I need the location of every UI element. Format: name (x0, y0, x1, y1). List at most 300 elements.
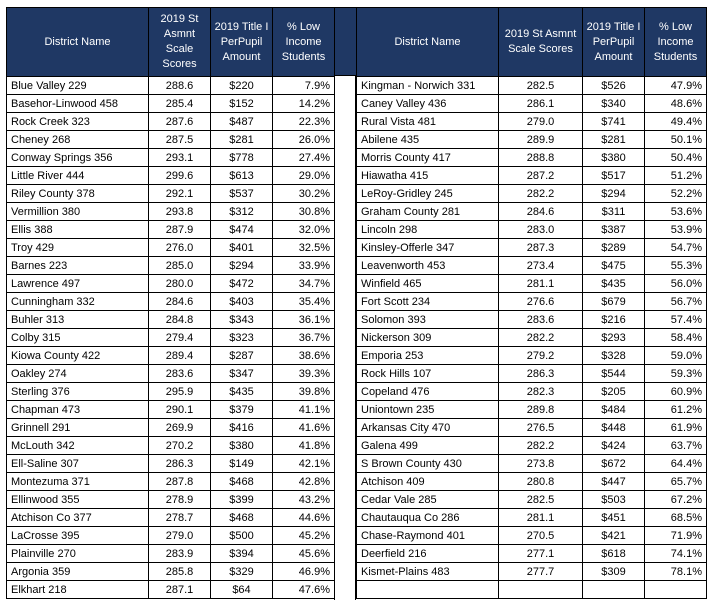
title-i-amount-cell: $311 (583, 203, 645, 221)
low-income-pct-cell: 32.0% (273, 221, 335, 239)
title-i-amount-cell: $289 (583, 239, 645, 257)
district-table-right (356, 7, 707, 599)
scale-score-cell: 273.8 (499, 455, 583, 473)
district-name-cell: Grinnell 291 (7, 419, 149, 437)
district-name-cell: Ellinwood 355 (7, 491, 149, 509)
scale-score-cell: 289.8 (499, 401, 583, 419)
title-i-amount-cell: $435 (583, 275, 645, 293)
low-income-pct-cell: 43.2% (273, 491, 335, 509)
scale-score-cell: 285.8 (149, 563, 211, 581)
district-name-cell: Atchison Co 377 (7, 509, 149, 527)
title-i-amount-cell: $216 (583, 311, 645, 329)
scale-score-cell: 276.0 (149, 239, 211, 257)
table-row (7, 491, 335, 509)
scale-score-cell: 276.5 (499, 419, 583, 437)
district-name-cell: Kinsley-Offerle 347 (357, 239, 499, 257)
low-income-pct-cell: 50.4% (645, 149, 707, 167)
low-income-pct-cell: 36.1% (273, 311, 335, 329)
scale-score-cell: 286.1 (499, 95, 583, 113)
scale-score-cell: 283.6 (149, 365, 211, 383)
table-separator (334, 76, 356, 600)
district-name-cell: Lawrence 497 (7, 275, 149, 293)
low-income-pct-cell: 32.5% (273, 239, 335, 257)
table-row (357, 473, 707, 491)
title-i-amount-cell: $343 (211, 311, 273, 329)
low-income-pct-cell: 56.7% (645, 293, 707, 311)
title-i-amount-cell: $149 (211, 455, 273, 473)
low-income-pct-cell: 65.7% (645, 473, 707, 491)
district-name-cell: Plainville 270 (7, 545, 149, 563)
title-i-amount-cell: $416 (211, 419, 273, 437)
district-name-cell: Winfield 465 (357, 275, 499, 293)
table-row (7, 77, 335, 95)
title-i-amount-cell: $309 (583, 563, 645, 581)
low-income-pct-cell: 50.1% (645, 131, 707, 149)
low-income-pct-cell: 30.8% (273, 203, 335, 221)
column-header-low-income: % Low Income Students (645, 8, 707, 77)
district-name-cell: Basehor-Linwood 458 (7, 95, 149, 113)
scale-score-cell: 282.5 (499, 491, 583, 509)
table-row (7, 293, 335, 311)
low-income-pct-cell: 55.3% (645, 257, 707, 275)
district-name-cell: Kiowa County 422 (7, 347, 149, 365)
title-i-amount-cell: $281 (583, 131, 645, 149)
table-row (7, 527, 335, 545)
table-row (357, 527, 707, 545)
table-row (7, 257, 335, 275)
low-income-pct-cell: 59.0% (645, 347, 707, 365)
title-i-amount-cell: $487 (211, 113, 273, 131)
district-name-cell: Leavenworth 453 (357, 257, 499, 275)
district-name-cell: Hiawatha 415 (357, 167, 499, 185)
district-name-cell: Cedar Vale 285 (357, 491, 499, 509)
column-header-low-income: % Low Income Students (273, 8, 335, 77)
scale-score-cell: 285.4 (149, 95, 211, 113)
title-i-amount-cell: $613 (211, 167, 273, 185)
title-i-amount-cell: $205 (583, 383, 645, 401)
column-header-district-name: District Name (357, 8, 499, 77)
district-name-cell: Emporia 253 (357, 347, 499, 365)
district-name-cell: Buhler 313 (7, 311, 149, 329)
district-name-cell: McLouth 342 (7, 437, 149, 455)
table-row (7, 131, 335, 149)
title-i-amount-cell: $679 (583, 293, 645, 311)
district-name-cell: Montezuma 371 (7, 473, 149, 491)
title-i-amount-cell: $312 (211, 203, 273, 221)
low-income-pct-cell: 27.4% (273, 149, 335, 167)
scale-score-cell: 278.9 (149, 491, 211, 509)
district-name-cell: Deerfield 216 (357, 545, 499, 563)
low-income-pct-cell: 42.8% (273, 473, 335, 491)
low-income-pct-cell: 56.0% (645, 275, 707, 293)
low-income-pct-cell: 63.7% (645, 437, 707, 455)
table-row (7, 239, 335, 257)
title-i-amount-cell: $544 (583, 365, 645, 383)
district-name-cell: Little River 444 (7, 167, 149, 185)
title-i-amount-cell: $672 (583, 455, 645, 473)
table-row (7, 185, 335, 203)
scale-score-cell: 278.7 (149, 509, 211, 527)
table-row (7, 275, 335, 293)
title-i-amount-cell: $328 (583, 347, 645, 365)
low-income-pct-cell (645, 581, 707, 599)
scale-score-cell: 299.6 (149, 167, 211, 185)
low-income-pct-cell: 34.7% (273, 275, 335, 293)
title-i-amount-cell: $503 (583, 491, 645, 509)
table-row (357, 563, 707, 581)
low-income-pct-cell: 60.9% (645, 383, 707, 401)
title-i-amount-cell: $468 (211, 509, 273, 527)
title-i-amount-cell: $294 (583, 185, 645, 203)
low-income-pct-cell: 48.6% (645, 95, 707, 113)
table-row (357, 437, 707, 455)
district-name-cell: Kingman - Norwich 331 (357, 77, 499, 95)
table-row (357, 509, 707, 527)
low-income-pct-cell: 53.6% (645, 203, 707, 221)
low-income-pct-cell: 41.1% (273, 401, 335, 419)
title-i-amount-cell: $778 (211, 149, 273, 167)
district-name-cell: Nickerson 309 (357, 329, 499, 347)
district-name-cell (357, 581, 499, 599)
title-i-amount-cell (583, 581, 645, 599)
low-income-pct-cell: 26.0% (273, 131, 335, 149)
district-name-cell: Conway Springs 356 (7, 149, 149, 167)
table-row (357, 383, 707, 401)
table-row (357, 329, 707, 347)
table-row (357, 257, 707, 275)
table-row (357, 581, 707, 599)
title-i-amount-cell: $323 (211, 329, 273, 347)
district-name-cell: Rock Creek 323 (7, 113, 149, 131)
table-row (7, 203, 335, 221)
district-name-cell: Cunningham 332 (7, 293, 149, 311)
district-name-cell: Chautauqua Co 286 (357, 509, 499, 527)
district-name-cell: Kismet-Plains 483 (357, 563, 499, 581)
low-income-pct-cell: 41.6% (273, 419, 335, 437)
scale-score-cell: 285.0 (149, 257, 211, 275)
scale-score-cell: 282.2 (499, 185, 583, 203)
title-i-amount-cell: $294 (211, 257, 273, 275)
district-name-cell: Fort Scott 234 (357, 293, 499, 311)
scale-score-cell: 288.6 (149, 77, 211, 95)
scale-score-cell: 282.2 (499, 329, 583, 347)
table-row (7, 113, 335, 131)
low-income-pct-cell: 33.9% (273, 257, 335, 275)
scale-score-cell: 287.6 (149, 113, 211, 131)
scale-score-cell: 295.9 (149, 383, 211, 401)
scale-score-cell: 279.2 (499, 347, 583, 365)
district-name-cell: Solomon 393 (357, 311, 499, 329)
scale-score-cell: 289.9 (499, 131, 583, 149)
scale-score-cell: 293.8 (149, 203, 211, 221)
scale-score-cell: 276.6 (499, 293, 583, 311)
table-row (7, 401, 335, 419)
scale-score-cell: 286.3 (499, 365, 583, 383)
table-row (7, 545, 335, 563)
district-name-cell: Graham County 281 (357, 203, 499, 221)
table-row (357, 77, 707, 95)
title-i-amount-cell: $741 (583, 113, 645, 131)
district-name-cell: Argonia 359 (7, 563, 149, 581)
district-name-cell: Sterling 376 (7, 383, 149, 401)
scale-score-cell: 269.9 (149, 419, 211, 437)
table-row (7, 95, 335, 113)
low-income-pct-cell: 41.8% (273, 437, 335, 455)
scale-score-cell: 287.3 (499, 239, 583, 257)
district-name-cell: Lincoln 298 (357, 221, 499, 239)
low-income-pct-cell: 64.4% (645, 455, 707, 473)
scale-score-cell (499, 581, 583, 599)
district-name-cell: Cheney 268 (7, 131, 149, 149)
low-income-pct-cell: 53.9% (645, 221, 707, 239)
column-header-title-i-amount: 2019 Title I PerPupil Amount (583, 8, 645, 77)
scale-score-cell: 289.4 (149, 347, 211, 365)
title-i-amount-cell: $424 (583, 437, 645, 455)
scale-score-cell: 270.5 (499, 527, 583, 545)
scale-score-cell: 282.3 (499, 383, 583, 401)
table-row (357, 401, 707, 419)
table-row (7, 419, 335, 437)
table-row (357, 311, 707, 329)
table-row (357, 185, 707, 203)
table-separator-header (334, 7, 356, 76)
title-i-amount-cell: $500 (211, 527, 273, 545)
district-name-cell: Galena 499 (357, 437, 499, 455)
table-body (357, 77, 707, 599)
low-income-pct-cell: 51.2% (645, 167, 707, 185)
scale-score-cell: 288.8 (499, 149, 583, 167)
title-i-amount-cell: $448 (583, 419, 645, 437)
district-name-cell: Rock Hills 107 (357, 365, 499, 383)
scale-score-cell: 282.5 (499, 77, 583, 95)
district-name-cell: Barnes 223 (7, 257, 149, 275)
low-income-pct-cell: 61.2% (645, 401, 707, 419)
scale-score-cell: 283.6 (499, 311, 583, 329)
scale-score-cell: 284.6 (149, 293, 211, 311)
scale-score-cell: 281.1 (499, 509, 583, 527)
district-name-cell: Caney Valley 436 (357, 95, 499, 113)
district-name-cell: LaCrosse 395 (7, 527, 149, 545)
header-row (357, 8, 707, 77)
title-i-amount-cell: $447 (583, 473, 645, 491)
title-i-amount-cell: $399 (211, 491, 273, 509)
district-name-cell: Rural Vista 481 (357, 113, 499, 131)
table-row (7, 383, 335, 401)
low-income-pct-cell: 78.1% (645, 563, 707, 581)
table-row (357, 221, 707, 239)
table-row (357, 365, 707, 383)
table-row (7, 221, 335, 239)
table-row (357, 275, 707, 293)
district-name-cell: Chase-Raymond 401 (357, 527, 499, 545)
title-i-amount-cell: $451 (583, 509, 645, 527)
title-i-amount-cell: $379 (211, 401, 273, 419)
header-row (7, 8, 335, 77)
low-income-pct-cell: 39.8% (273, 383, 335, 401)
table-row (7, 149, 335, 167)
title-i-amount-cell: $484 (583, 401, 645, 419)
table-row (7, 581, 335, 599)
scale-score-cell: 277.7 (499, 563, 583, 581)
title-i-amount-cell: $281 (211, 131, 273, 149)
district-name-cell: Morris County 417 (357, 149, 499, 167)
district-name-cell: Abilene 435 (357, 131, 499, 149)
low-income-pct-cell: 42.1% (273, 455, 335, 473)
table-row (357, 149, 707, 167)
title-i-amount-cell: $421 (583, 527, 645, 545)
table-row (7, 473, 335, 491)
low-income-pct-cell: 44.6% (273, 509, 335, 527)
title-i-amount-cell: $293 (583, 329, 645, 347)
title-i-amount-cell: $401 (211, 239, 273, 257)
table-row (357, 167, 707, 185)
district-name-cell: Troy 429 (7, 239, 149, 257)
low-income-pct-cell: 61.9% (645, 419, 707, 437)
low-income-pct-cell: 39.3% (273, 365, 335, 383)
district-name-cell: Uniontown 235 (357, 401, 499, 419)
district-name-cell: Oakley 274 (7, 365, 149, 383)
scale-score-cell: 273.4 (499, 257, 583, 275)
title-i-amount-cell: $287 (211, 347, 273, 365)
scale-score-cell: 279.4 (149, 329, 211, 347)
district-name-cell: S Brown County 430 (357, 455, 499, 473)
scale-score-cell: 293.1 (149, 149, 211, 167)
scale-score-cell: 284.6 (499, 203, 583, 221)
scale-score-cell: 283.9 (149, 545, 211, 563)
title-i-amount-cell: $526 (583, 77, 645, 95)
low-income-pct-cell: 71.9% (645, 527, 707, 545)
district-name-cell: Ellis 388 (7, 221, 149, 239)
title-i-amount-cell: $387 (583, 221, 645, 239)
scale-score-cell: 286.3 (149, 455, 211, 473)
title-i-amount-cell: $517 (583, 167, 645, 185)
title-i-amount-cell: $472 (211, 275, 273, 293)
district-name-cell: Copeland 476 (357, 383, 499, 401)
low-income-pct-cell: 74.1% (645, 545, 707, 563)
table-body (7, 77, 335, 599)
scale-score-cell: 282.2 (499, 437, 583, 455)
title-i-amount-cell: $220 (211, 77, 273, 95)
scale-score-cell: 280.8 (499, 473, 583, 491)
table-row (7, 365, 335, 383)
district-name-cell: Chapman 473 (7, 401, 149, 419)
table-row (357, 131, 707, 149)
table-row (357, 545, 707, 563)
low-income-pct-cell: 14.2% (273, 95, 335, 113)
low-income-pct-cell: 45.2% (273, 527, 335, 545)
low-income-pct-cell: 57.4% (645, 311, 707, 329)
table-row (357, 203, 707, 221)
scale-score-cell: 280.0 (149, 275, 211, 293)
scale-score-cell: 287.9 (149, 221, 211, 239)
title-i-amount-cell: $618 (583, 545, 645, 563)
scale-score-cell: 279.0 (499, 113, 583, 131)
table-row (7, 437, 335, 455)
title-i-amount-cell: $537 (211, 185, 273, 203)
table-row (357, 455, 707, 473)
title-i-amount-cell: $474 (211, 221, 273, 239)
table-row (7, 347, 335, 365)
table-row (7, 167, 335, 185)
column-header-scale-scores: 2019 St Asmnt Scale Scores (149, 8, 211, 77)
low-income-pct-cell: 7.9% (273, 77, 335, 95)
scale-score-cell: 277.1 (499, 545, 583, 563)
scale-score-cell: 287.2 (499, 167, 583, 185)
district-name-cell: Blue Valley 229 (7, 77, 149, 95)
scale-score-cell: 281.1 (499, 275, 583, 293)
scale-score-cell: 290.1 (149, 401, 211, 419)
table-row (7, 329, 335, 347)
low-income-pct-cell: 49.4% (645, 113, 707, 131)
district-name-cell: Colby 315 (7, 329, 149, 347)
table-row (357, 347, 707, 365)
title-i-amount-cell: $347 (211, 365, 273, 383)
title-i-amount-cell: $340 (583, 95, 645, 113)
scale-score-cell: 270.2 (149, 437, 211, 455)
column-header-scale-scores: 2019 St Asmnt Scale Scores (499, 8, 583, 77)
low-income-pct-cell: 22.3% (273, 113, 335, 131)
scale-score-cell: 283.0 (499, 221, 583, 239)
low-income-pct-cell: 68.5% (645, 509, 707, 527)
scale-score-cell: 279.0 (149, 527, 211, 545)
low-income-pct-cell: 59.3% (645, 365, 707, 383)
scale-score-cell: 292.1 (149, 185, 211, 203)
low-income-pct-cell: 47.9% (645, 77, 707, 95)
title-i-amount-cell: $329 (211, 563, 273, 581)
title-i-amount-cell: $403 (211, 293, 273, 311)
title-i-amount-cell: $435 (211, 383, 273, 401)
district-name-cell: Vermillion 380 (7, 203, 149, 221)
table-row (357, 113, 707, 131)
title-i-amount-cell: $380 (211, 437, 273, 455)
scale-score-cell: 287.1 (149, 581, 211, 599)
district-name-cell: Arkansas City 470 (357, 419, 499, 437)
table-row (357, 419, 707, 437)
table-row (357, 239, 707, 257)
low-income-pct-cell: 67.2% (645, 491, 707, 509)
table-row (357, 491, 707, 509)
scale-score-cell: 284.8 (149, 311, 211, 329)
low-income-pct-cell: 30.2% (273, 185, 335, 203)
low-income-pct-cell: 38.6% (273, 347, 335, 365)
table-row (357, 293, 707, 311)
low-income-pct-cell: 52.2% (645, 185, 707, 203)
title-i-amount-cell: $394 (211, 545, 273, 563)
scale-score-cell: 287.5 (149, 131, 211, 149)
district-name-cell: Atchison 409 (357, 473, 499, 491)
column-header-district-name: District Name (7, 8, 149, 77)
low-income-pct-cell: 46.9% (273, 563, 335, 581)
low-income-pct-cell: 54.7% (645, 239, 707, 257)
column-header-title-i-amount: 2019 Title I PerPupil Amount (211, 8, 273, 77)
low-income-pct-cell: 47.6% (273, 581, 335, 599)
table-row (7, 455, 335, 473)
title-i-amount-cell: $468 (211, 473, 273, 491)
district-name-cell: Elkhart 218 (7, 581, 149, 599)
title-i-amount-cell: $64 (211, 581, 273, 599)
title-i-amount-cell: $475 (583, 257, 645, 275)
low-income-pct-cell: 29.0% (273, 167, 335, 185)
district-name-cell: Riley County 378 (7, 185, 149, 203)
title-i-amount-cell: $380 (583, 149, 645, 167)
table-row (7, 563, 335, 581)
table-row (7, 311, 335, 329)
low-income-pct-cell: 36.7% (273, 329, 335, 347)
table-row (7, 509, 335, 527)
scale-score-cell: 287.8 (149, 473, 211, 491)
title-i-amount-cell: $152 (211, 95, 273, 113)
low-income-pct-cell: 45.6% (273, 545, 335, 563)
